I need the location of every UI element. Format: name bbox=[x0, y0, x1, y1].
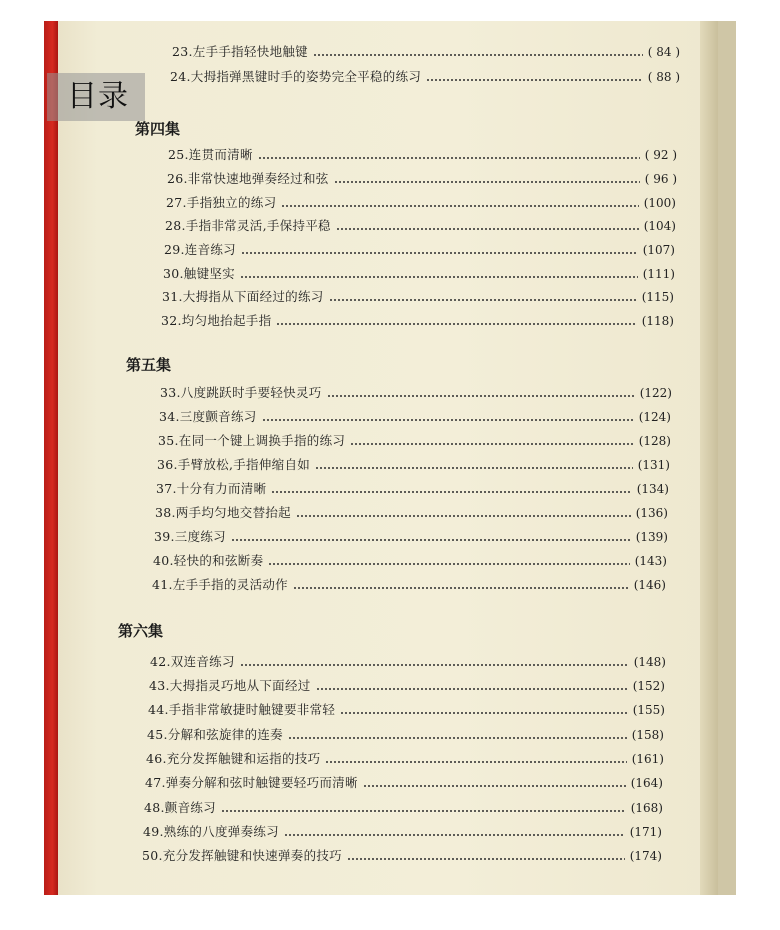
entry-title: 35.在同一个键上调换手指的练习 bbox=[158, 433, 346, 448]
toc-entry[interactable] bbox=[162, 287, 674, 305]
section-heading: 第四集 bbox=[135, 120, 181, 138]
leader-dots bbox=[426, 79, 643, 81]
toc-entry[interactable] bbox=[167, 169, 677, 187]
entry-title: 31.大拇指从下面经过的练习 bbox=[162, 289, 324, 304]
toc-entry[interactable] bbox=[142, 846, 662, 864]
entry-title: 33.八度跳跃时手要轻快灵巧 bbox=[160, 385, 322, 400]
leader-dots bbox=[336, 228, 639, 230]
entry-page: (115) bbox=[641, 290, 674, 304]
toc-entry[interactable] bbox=[145, 773, 663, 791]
entry-title: 37.十分有力而清晰 bbox=[156, 481, 267, 496]
leader-dots bbox=[293, 587, 629, 589]
leader-dots bbox=[231, 539, 631, 541]
entry-title: 43.大拇指灵巧地从下面经过 bbox=[149, 678, 311, 693]
toc-entry[interactable] bbox=[163, 264, 675, 282]
entry-page: (118) bbox=[641, 314, 674, 328]
toc-tag: 目录 bbox=[47, 73, 145, 121]
leader-dots bbox=[288, 737, 627, 739]
toc-entry[interactable] bbox=[149, 676, 665, 694]
toc-entry[interactable] bbox=[170, 67, 680, 85]
entry-page: ( 92 ) bbox=[644, 148, 677, 162]
entry-page: (161) bbox=[631, 752, 664, 766]
entry-title: 24.大拇指弹黑键时手的姿势完全平稳的练习 bbox=[170, 69, 422, 84]
toc-entry[interactable] bbox=[165, 216, 676, 234]
entry-title: 30.触键坚实 bbox=[163, 266, 235, 281]
toc-entry[interactable] bbox=[144, 798, 663, 816]
section-heading: 第五集 bbox=[126, 356, 172, 374]
entry-title: 34.三度颤音练习 bbox=[159, 409, 257, 424]
leader-dots bbox=[296, 515, 631, 517]
entry-title: 32.均匀地抬起手指 bbox=[161, 313, 272, 328]
entry-page: ( 84 ) bbox=[647, 45, 680, 59]
entry-page: (168) bbox=[630, 801, 663, 815]
entry-page: (100) bbox=[643, 196, 676, 210]
toc-entry[interactable] bbox=[164, 240, 675, 258]
toc-entry[interactable] bbox=[147, 725, 664, 743]
toc-entry[interactable] bbox=[148, 700, 665, 718]
leader-dots bbox=[276, 323, 636, 325]
entry-page: (111) bbox=[642, 267, 675, 281]
entry-title: 38.两手均匀地交替抬起 bbox=[155, 505, 291, 520]
toc-entry[interactable] bbox=[157, 455, 670, 473]
entry-page: (158) bbox=[631, 728, 664, 742]
leader-dots bbox=[334, 181, 640, 183]
entry-page: (124) bbox=[638, 410, 671, 424]
leader-dots bbox=[313, 54, 643, 56]
toc-entry[interactable] bbox=[154, 527, 668, 545]
entry-title: 29.连音练习 bbox=[164, 242, 236, 257]
entry-page: (136) bbox=[635, 506, 668, 520]
entry-title: 27.手指独立的练习 bbox=[166, 195, 277, 210]
toc-entry[interactable] bbox=[146, 749, 664, 767]
toc-entry[interactable] bbox=[150, 652, 666, 670]
leader-dots bbox=[281, 205, 638, 207]
entry-title: 26.非常快速地弹奏经过和弦 bbox=[167, 171, 329, 186]
entry-title: 36.手臂放松,手指伸缩自如 bbox=[157, 457, 311, 472]
leader-dots bbox=[240, 664, 629, 666]
entry-page: (174) bbox=[629, 849, 662, 863]
red-cover-band bbox=[44, 21, 58, 895]
leader-dots bbox=[271, 491, 631, 493]
entry-page: (107) bbox=[642, 243, 675, 257]
leader-dots bbox=[325, 761, 626, 763]
leader-dots bbox=[315, 467, 633, 469]
leader-dots bbox=[262, 419, 634, 421]
toc-entry[interactable] bbox=[172, 42, 680, 60]
entry-page: (139) bbox=[635, 530, 668, 544]
entry-page: (122) bbox=[639, 386, 672, 400]
leader-dots bbox=[240, 276, 638, 278]
entry-page: (171) bbox=[629, 825, 662, 839]
toc-entry[interactable] bbox=[168, 145, 677, 163]
entry-page: (104) bbox=[643, 219, 676, 233]
leader-dots bbox=[327, 395, 635, 397]
entry-title: 49.熟练的八度弹奏练习 bbox=[143, 824, 279, 839]
entry-title: 23.左手手指轻快地触键 bbox=[172, 44, 308, 59]
toc-entry[interactable] bbox=[152, 575, 666, 593]
leader-dots bbox=[363, 785, 626, 787]
entry-page: (152) bbox=[632, 679, 665, 693]
entry-title: 45.分解和弦旋律的连奏 bbox=[147, 727, 283, 742]
entry-title: 41.左手手指的灵活动作 bbox=[152, 577, 288, 592]
entry-title: 46.充分发挥触键和运指的技巧 bbox=[146, 751, 321, 766]
toc-entry[interactable] bbox=[159, 407, 671, 425]
toc-entry[interactable] bbox=[166, 193, 676, 211]
leader-dots bbox=[284, 834, 625, 836]
leader-dots bbox=[329, 299, 637, 301]
leader-dots bbox=[221, 810, 626, 812]
entry-title: 40.轻快的和弦断奏 bbox=[153, 553, 264, 568]
toc-entry[interactable] bbox=[158, 431, 671, 449]
entry-page: ( 96 ) bbox=[644, 172, 677, 186]
entry-title: 47.弹奏分解和弦时触键要轻巧而清晰 bbox=[145, 775, 358, 790]
toc-entry[interactable] bbox=[160, 383, 672, 401]
entry-title: 48.颤音练习 bbox=[144, 800, 216, 815]
toc-entry[interactable] bbox=[156, 479, 669, 497]
toc-entry[interactable] bbox=[155, 503, 668, 521]
leader-dots bbox=[268, 563, 629, 565]
entry-title: 50.充分发挥触键和快速弹奏的技巧 bbox=[142, 848, 342, 863]
toc-entry[interactable] bbox=[153, 551, 667, 569]
entry-page: (148) bbox=[633, 655, 666, 669]
entry-title: 25.连贯而清晰 bbox=[168, 147, 253, 162]
entry-page: (131) bbox=[637, 458, 670, 472]
entry-page: (155) bbox=[632, 703, 665, 717]
entry-title: 42.双连音练习 bbox=[150, 654, 235, 669]
toc-entry[interactable] bbox=[143, 822, 662, 840]
leader-dots bbox=[241, 252, 638, 254]
entry-page: (164) bbox=[630, 776, 663, 790]
leader-dots bbox=[347, 858, 625, 860]
leader-dots bbox=[258, 157, 640, 159]
leader-dots bbox=[350, 443, 634, 445]
entry-title: 44.手指非常敏捷时触键要非常轻 bbox=[148, 702, 336, 717]
entry-page: (134) bbox=[636, 482, 669, 496]
entry-title: 28.手指非常灵活,手保持平稳 bbox=[165, 218, 331, 233]
entry-page: (146) bbox=[633, 578, 666, 592]
section-heading: 第六集 bbox=[118, 622, 164, 640]
entry-title: 39.三度练习 bbox=[154, 529, 226, 544]
toc-entry[interactable] bbox=[161, 311, 674, 329]
entry-page: (128) bbox=[638, 434, 671, 448]
leader-dots bbox=[340, 712, 628, 714]
entry-page: ( 88 ) bbox=[647, 70, 680, 84]
entry-page: (143) bbox=[634, 554, 667, 568]
leader-dots bbox=[316, 688, 628, 690]
page-edge bbox=[700, 21, 718, 895]
